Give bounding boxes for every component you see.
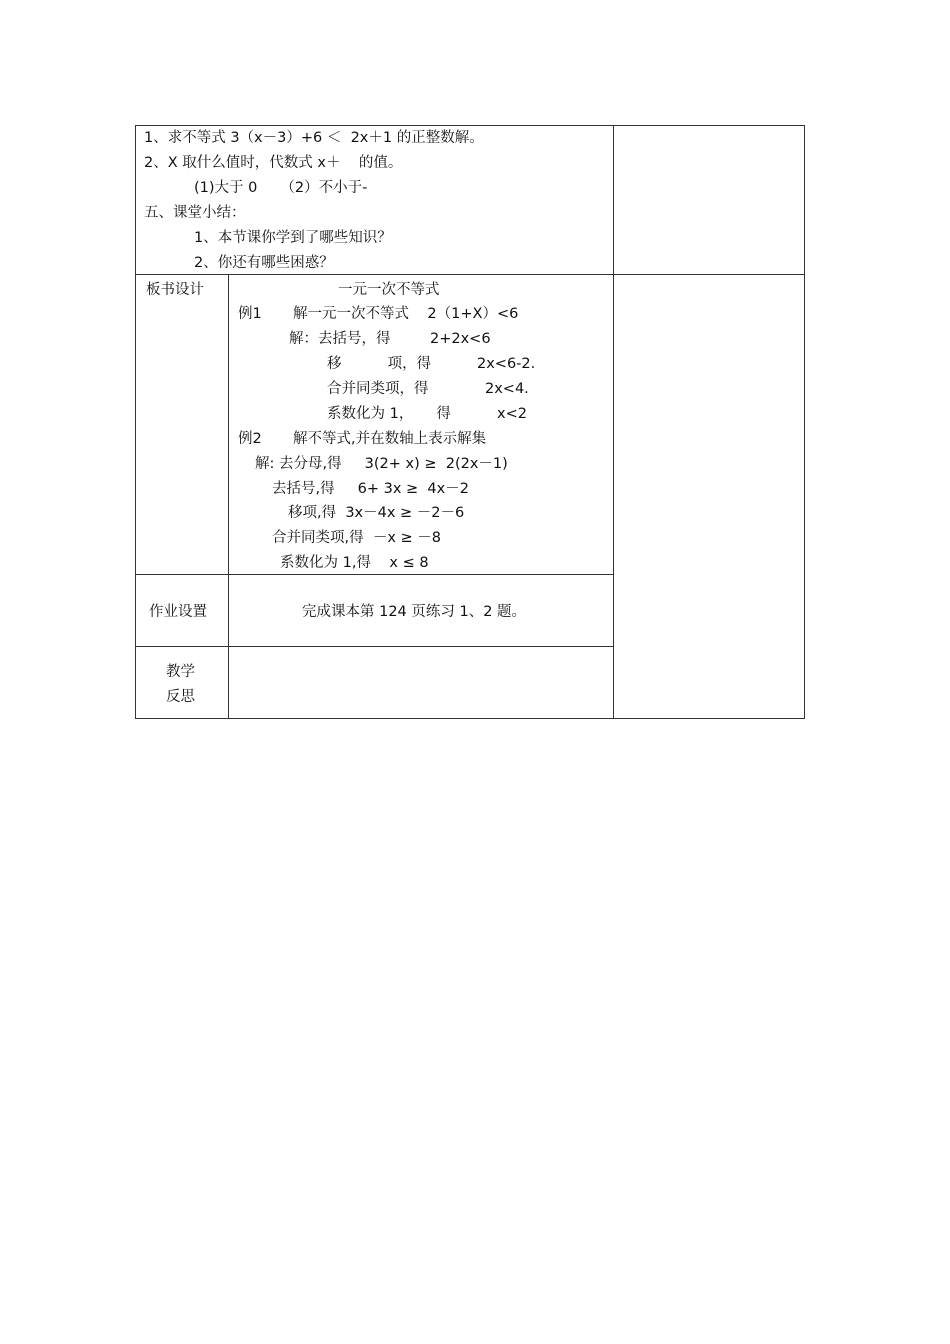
homework-content: 完成课本第 124 页练习 1、2 题。 — [302, 604, 527, 620]
example-1-label: 例1 — [238, 306, 262, 322]
example-1-step1-text: 解：去括号，得 — [289, 331, 391, 347]
table-border-left — [135, 125, 136, 719]
example-1-step3-expr: 2x<4. — [485, 381, 529, 397]
summary-question-2: 2、你还有哪些困惑？ — [194, 255, 334, 271]
example-1-step3-text: 合并同类项，得 — [327, 381, 429, 397]
summary-question-1: 1、本节课你学到了哪些知识？ — [194, 230, 392, 246]
homework-label: 作业设置 — [149, 604, 207, 620]
example-1-step2-text: 移 项，得 — [327, 356, 432, 372]
table-border-right — [804, 125, 805, 719]
example-1-step2-expr: 2x<6-2. — [477, 356, 536, 372]
example-2-step2: 去括号,得 6+ 3x ≥ 4x－2 — [272, 481, 469, 497]
example-1-problem: 解一元一次不等式 2（1+X）<6 — [293, 306, 519, 322]
example-2-step1: 解: 去分母,得 3(2+ x) ≥ 2(2x－1) — [255, 456, 508, 472]
table-border-bottom — [135, 718, 805, 719]
board-design-title: 一元一次不等式 — [338, 282, 440, 298]
table-divider-right-column — [613, 125, 614, 719]
table-row-divider-1 — [135, 274, 805, 275]
reflection-label-line1: 教学 — [166, 664, 195, 680]
exercise-2-subitems: (1)大于 0 （2）不小于- — [194, 180, 368, 196]
summary-heading: 五、课堂小结： — [144, 205, 246, 221]
example-1-step4-expr: x<2 — [497, 406, 527, 422]
table-border-top — [135, 125, 805, 126]
example-2-label: 例2 — [238, 431, 262, 447]
example-2-step5: 系数化为 1,得 x ≤ 8 — [280, 555, 429, 571]
exercise-2-text: 2、X 取什么值时，代数式 x＋ 的值。 — [144, 155, 403, 171]
example-2-problem: 解不等式,并在数轴上表示解集 — [293, 431, 487, 447]
example-2-step3: 移项,得 3x－4x ≥ －2－6 — [288, 505, 465, 521]
table-row-divider-3 — [135, 646, 614, 647]
example-1-step1-expr: 2+2x<6 — [430, 331, 491, 347]
table-row-divider-2 — [135, 574, 614, 575]
example-1-step4-text: 系数化为 1， 得 — [327, 406, 451, 422]
reflection-label-line2: 反思 — [166, 689, 195, 705]
board-design-label: 板书设计 — [146, 282, 204, 298]
table-divider-label-column — [228, 274, 229, 719]
exercise-1-text: 1、求不等式 3（x－3）+6 ＜ 2x＋1 的正整数解。 — [144, 130, 484, 146]
example-2-step4: 合并同类项,得 －x ≥ －8 — [272, 530, 442, 546]
